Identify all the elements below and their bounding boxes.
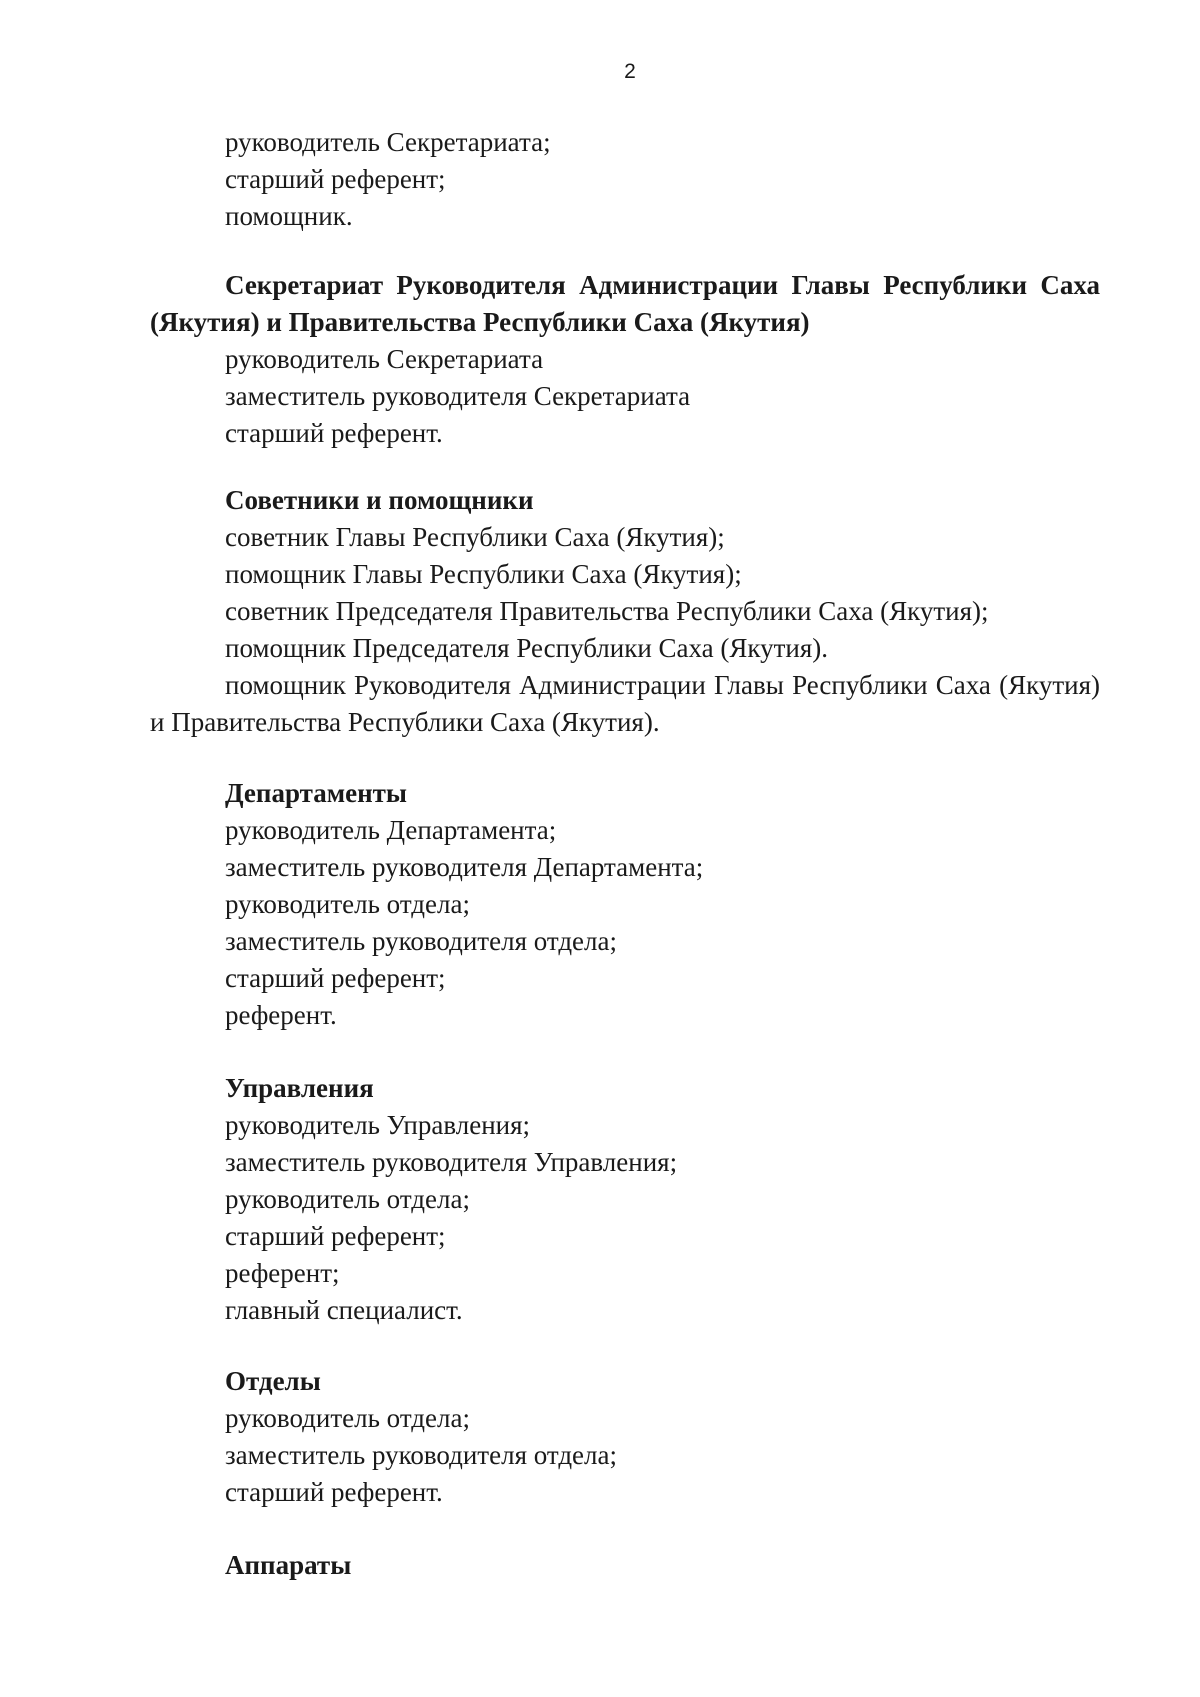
list-item: руководитель Секретариата; xyxy=(225,127,551,157)
list-item: руководитель отдела; xyxy=(225,889,470,919)
list-item: помощник Главы Республики Саха (Якутия); xyxy=(225,559,742,589)
list-item: заместитель руководителя отдела; xyxy=(225,926,618,956)
section-heading: Аппараты xyxy=(225,1550,352,1580)
section-heading: Управления xyxy=(225,1073,374,1103)
list-item: референт; xyxy=(225,1258,340,1288)
document-body xyxy=(150,124,1100,1584)
section-heading: Департаменты xyxy=(225,778,407,808)
list-item: помощник Председателя Республики Саха (Якутия). xyxy=(225,633,829,663)
list-item: заместитель руководителя отдела; xyxy=(225,1440,618,1470)
intro-section xyxy=(150,124,1100,235)
list-item: руководитель отдела; xyxy=(225,1403,470,1433)
list-item: референт. xyxy=(225,1000,337,1030)
list-item: заместитель руководителя Управления; xyxy=(225,1147,678,1177)
advisors-section xyxy=(150,482,1100,741)
list-item: старший референт. xyxy=(225,1477,443,1507)
list-item: старший референт; xyxy=(225,963,446,993)
offices-section xyxy=(150,1547,1100,1584)
list-item: старший референт. xyxy=(225,418,443,448)
page-number: 2 xyxy=(624,60,636,83)
list-item: старший референт; xyxy=(225,164,446,194)
secretariat-section xyxy=(150,267,1100,452)
list-item: советник Главы Республики Саха (Якутия); xyxy=(225,522,725,552)
list-item: заместитель руководителя Департамента; xyxy=(225,852,704,882)
departments-section xyxy=(150,775,1100,1034)
list-item: старший референт; xyxy=(225,1221,446,1251)
section-heading: Отделы xyxy=(225,1366,321,1396)
directorates-section xyxy=(150,1070,1100,1329)
divisions-section xyxy=(150,1363,1100,1511)
list-item: заместитель руководителя Секретариата xyxy=(225,381,691,411)
section-heading: Секретариат Руководителя Администрации Главы Республики Саха (Якутия) и Правительства Республики Саха (Якутия) xyxy=(150,270,1100,337)
list-item: советник Председателя Правительства Республики Саха (Якутия); xyxy=(225,596,989,626)
section-heading: Советники и помощники xyxy=(225,485,534,515)
list-item: помощник Руководителя Администрации Главы Республики Саха (Якутия) и Правительства Республики Саха (Якутия). xyxy=(150,670,1100,737)
list-item: руководитель Секретариата xyxy=(225,344,544,374)
list-item: руководитель Управления; xyxy=(225,1110,531,1140)
list-item: помощник. xyxy=(225,201,353,231)
list-item: главный специалист. xyxy=(225,1295,463,1325)
list-item: руководитель отдела; xyxy=(225,1184,470,1214)
list-item: руководитель Департамента; xyxy=(225,815,557,845)
